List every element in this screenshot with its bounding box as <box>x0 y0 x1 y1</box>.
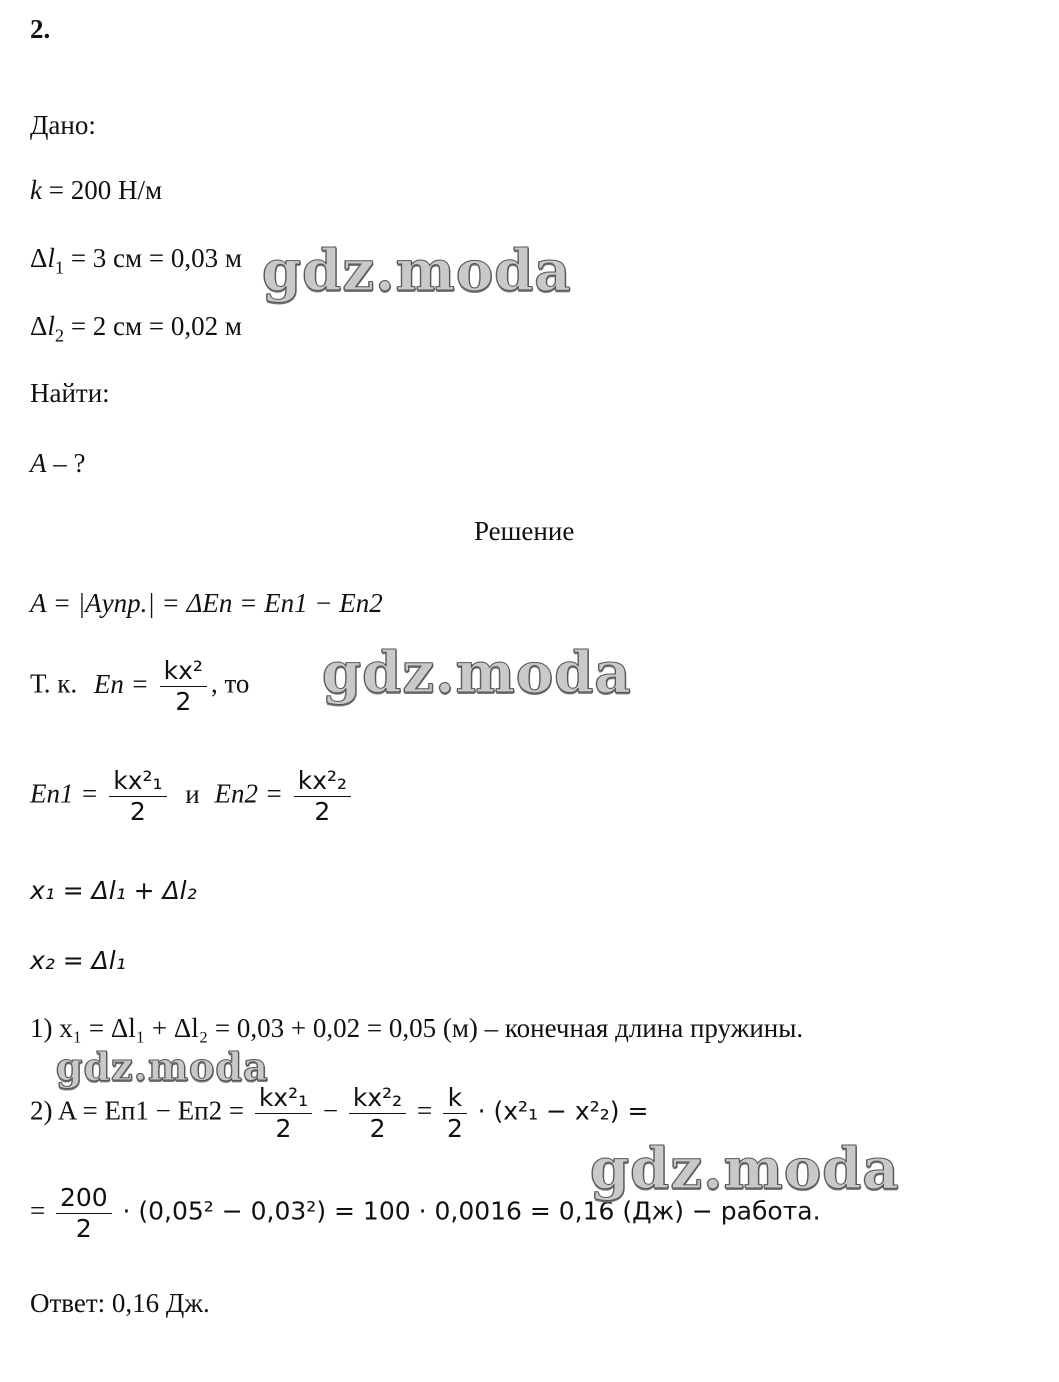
watermark: gdz.moda <box>322 640 632 706</box>
step-2: 2) A = Eп1 − Eп2 = $\frac{\text{kx²₁}}{2}$ − $\frac{\text{kx²₂}}{2}$ = $\frac{k}{2}$ · (x²₁ − x²₂) = <box>30 1083 649 1143</box>
equation-work-energy: A = |Aупр.| = ΔEп = Eп1 − Eп2 <box>30 588 383 618</box>
find-line: A – ? <box>30 448 86 478</box>
given-heading: Дано: <box>30 110 96 140</box>
step-3: = $\frac{200}{2}$ · (0,05² − 0,03²) = 100 · 0,0016 = 0,16 (Дж) − работа. <box>30 1183 821 1243</box>
solution-heading: Решение <box>474 516 575 546</box>
given-dl1: $\Delta l_1 = 3$ см = 0,03 м <box>30 243 242 278</box>
find-heading: Найти: <box>30 378 110 408</box>
equation-potential-energy: Т. к. Eп = $\frac{\text{kx²}}{2}$ , то <box>30 656 250 716</box>
watermark: gdz.moda <box>590 1136 900 1202</box>
step-1: 1) x₁ = Δl₁ + Δl₂ = 0,03 + 0,02 = 0,05 (м) – конечная длина пружины. <box>30 1013 804 1043</box>
equation-energies: Eп1 = $\frac{\text{kx²₁}}{2}$ и Eп2 = $\frac{\text{kx²₂}}{2}$ <box>30 766 355 827</box>
given-dl2: $\Delta l_2 = 2$ см = 0,02 м <box>30 311 242 346</box>
watermark: gdz.moda <box>262 238 572 304</box>
equation-x2: x₂ = Δl₁ <box>30 946 126 975</box>
answer: Ответ: 0,16 Дж. <box>30 1288 210 1318</box>
watermark: gdz.moda <box>56 1044 269 1089</box>
equation-x1: x₁ = Δl₁ + Δl₂ <box>30 876 197 905</box>
problem-number: 2. <box>30 14 51 44</box>
given-k: k = 200 Н/м <box>30 175 163 205</box>
